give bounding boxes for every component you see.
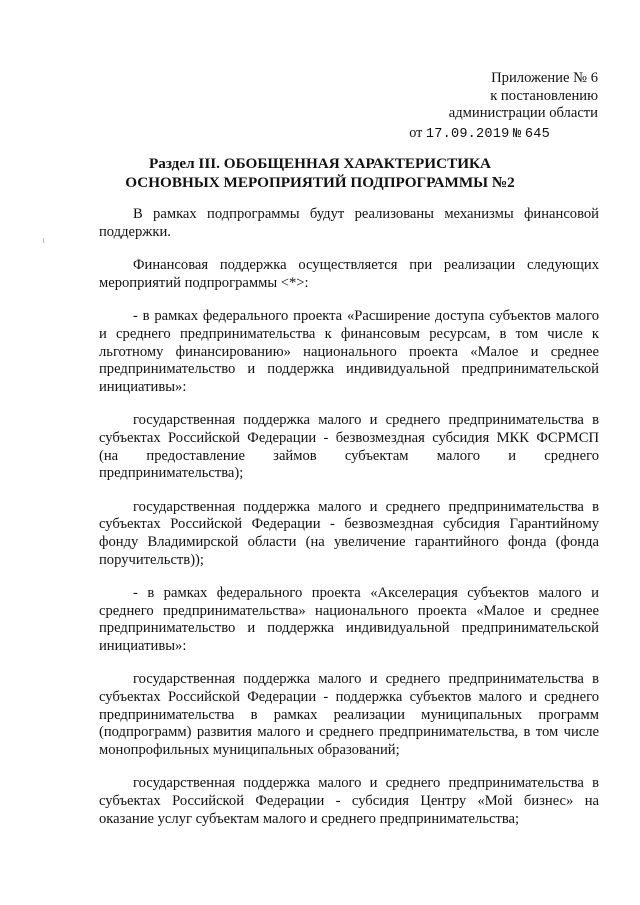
resolution-reference: к постановлению <box>490 87 598 104</box>
paragraph-line: инициативы»: <box>99 378 187 395</box>
paragraph-line: инициативы»: <box>99 637 187 654</box>
paragraph-line: Финансовая поддержка осуществляется при реализации следующих <box>133 257 599 274</box>
paragraph <box>99 412 599 482</box>
paragraph-line: государственная поддержка малого и среднего предпринимательства в <box>133 671 599 688</box>
paragraph-line: субъектах Российской Федерации - безвозмездная субсидия Гарантийному <box>99 516 599 533</box>
number-sign: № <box>513 126 522 142</box>
paragraph <box>99 585 599 655</box>
appendix-number: Приложение № 6 <box>491 70 598 86</box>
paragraph-line: поддержки. <box>99 223 171 240</box>
paragraph-line: предпринимательства в рамках реализации муниципальных программ <box>99 706 599 723</box>
paragraph-line: предпринимательство и поддержка индивидуальной предпринимательской <box>99 361 599 378</box>
paragraph-line: государственная поддержка малого и среднего предпринимательства в <box>133 775 599 792</box>
paragraph-line: предпринимательство и поддержка индивидуальной предпринимательской <box>99 620 599 637</box>
paragraph-line: поручительств)); <box>99 551 204 568</box>
date-prefix: от <box>409 124 423 141</box>
resolution-date: 17.09.2019 <box>425 126 510 142</box>
approval-block <box>338 70 598 143</box>
section-title-line-1: Раздел III. ОБОБЩЕННАЯ ХАРАКТЕРИСТИКА <box>148 155 492 172</box>
paragraph <box>99 775 599 828</box>
document-body <box>99 206 599 844</box>
issuing-authority: администрации области <box>448 105 598 121</box>
section-title <box>100 155 540 192</box>
paragraph-line: среднего предпринимательства» национального проекта «Малое и среднее <box>99 602 599 619</box>
paragraph-line: фонду Владимирской области (на увеличение гарантийного фонда (фонда <box>99 533 599 550</box>
paragraph <box>99 671 599 759</box>
paragraph-line: В рамках подпрограммы будут реализованы механизмы финансовой <box>133 206 599 222</box>
paragraph-line: государственная поддержка малого и среднего предпринимательства в <box>133 498 599 515</box>
paragraph-line: мероприятий подпрограммы <*>: <box>99 274 309 291</box>
paragraph-line: субъектах Российской Федерации - поддержка субъектов малого и среднего <box>99 689 599 706</box>
paragraph-line: - в рамках федерального проекта «Расширение доступа субъектов малого <box>133 308 599 325</box>
paragraph-line: субъектах Российской Федерации - безвозмездная субсидия МКК ФСРМСП <box>99 429 599 446</box>
paragraph <box>99 308 599 396</box>
resolution-number: 645 <box>524 126 550 142</box>
paragraph-line: льготному финансированию» национального проекта «Малое и среднее <box>99 343 599 360</box>
paragraph-line: оказание услуг субъектам малого и среднего предпринимательства; <box>99 810 520 827</box>
margin-mark <box>43 238 44 243</box>
paragraph-line: монопрофильных муниципальных образований; <box>99 741 400 758</box>
paragraph-line: (подпрограмм) развития малого и среднего предпринимательства, в том числе <box>99 724 599 741</box>
paragraph <box>99 499 599 569</box>
paragraph-line: субъектах Российской Федерации - субсидия Центру «Мой бизнес» на <box>99 793 599 810</box>
paragraph-line: государственная поддержка малого и среднего предпринимательства в <box>133 412 599 429</box>
paragraph-line: предпринимательства); <box>99 465 244 482</box>
paragraph-line: (на предоставление займов субъектам малого и среднего <box>99 447 599 464</box>
section-title-line-2: ОСНОВНЫХ МЕРОПРИЯТИЙ ПОДПРОГРАММЫ №2 <box>125 173 515 191</box>
paragraph <box>99 257 599 292</box>
paragraph <box>99 206 599 241</box>
paragraph-line: и среднего предпринимательства к финансовым ресурсам, в том числе к <box>99 325 599 342</box>
resolution-date-line <box>338 125 550 144</box>
paragraph-line: - в рамках федерального проекта «Акселерация субъектов малого и <box>133 585 599 602</box>
